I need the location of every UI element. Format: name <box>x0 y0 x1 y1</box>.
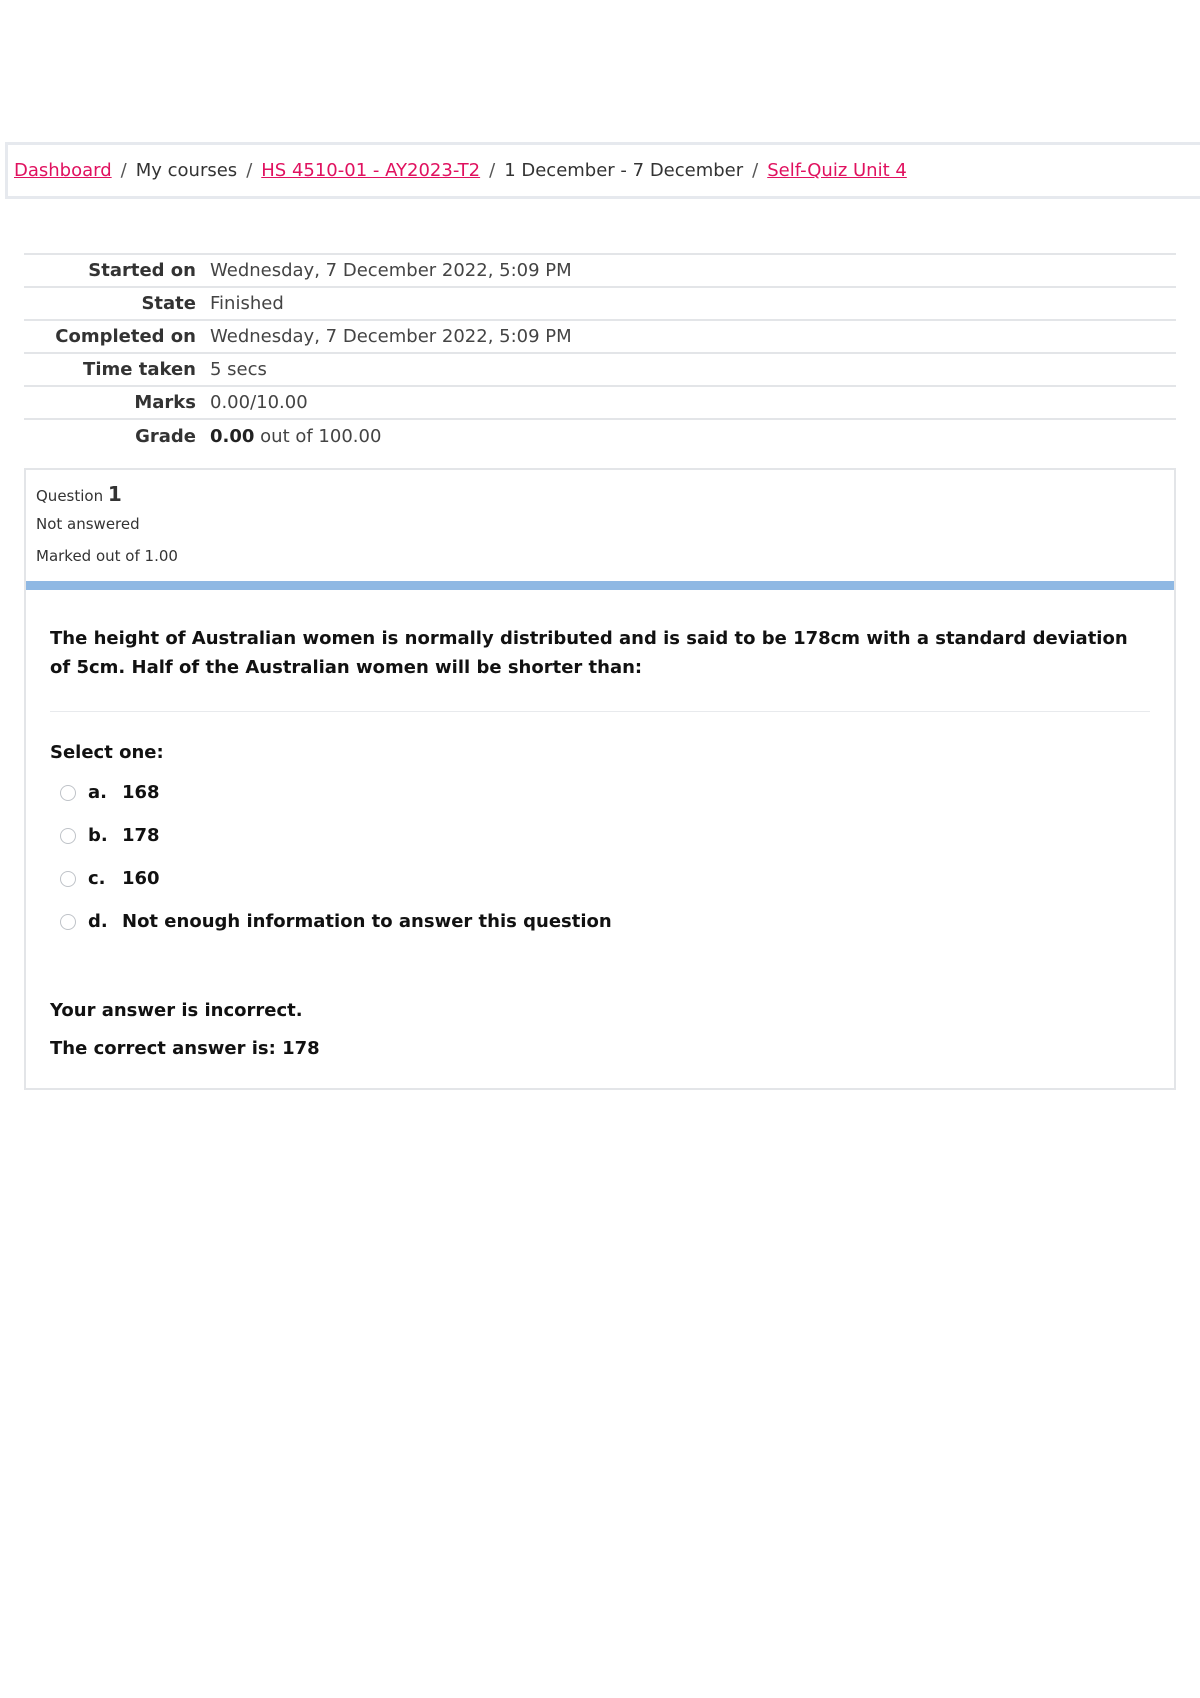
summary-label: Marks <box>134 392 196 413</box>
summary-row-grade <box>24 419 1176 452</box>
question-text: The height of Australian women is normally distributed and is said to be 178cm with a standard deviation of 5cm. Half of the Australian women will be shorter than: <box>50 628 1128 678</box>
question-state: Not answered <box>36 515 140 533</box>
radio-button[interactable] <box>60 785 76 801</box>
option-letter: d. <box>88 911 108 932</box>
breadcrumb-week: 1 December - 7 December <box>504 160 744 181</box>
answer-option-b[interactable] <box>50 814 1150 857</box>
summary-row-state <box>24 287 1176 320</box>
attempt-summary-table <box>24 253 1176 452</box>
correct-answer-text: The correct answer is: 178 <box>50 1038 320 1059</box>
breadcrumb-separator: / <box>120 160 127 181</box>
summary-value: Wednesday, 7 December 2022, 5:09 PM <box>210 260 572 281</box>
breadcrumb-course-link[interactable]: HS 4510-01 - AY2023-T2 <box>261 160 481 181</box>
breadcrumb-my-courses: My courses <box>135 160 238 181</box>
option-text: Not enough information to answer this question <box>122 911 612 932</box>
summary-label: Completed on <box>55 326 196 347</box>
summary-value: Finished <box>210 293 284 314</box>
question-number-value: 1 <box>107 482 122 506</box>
summary-label: Time taken <box>83 359 196 380</box>
summary-value <box>210 419 1176 452</box>
summary-row-completed <box>24 320 1176 353</box>
option-text: 178 <box>122 825 160 846</box>
breadcrumb-quiz-link[interactable]: Self-Quiz Unit 4 <box>767 160 907 181</box>
breadcrumb-separator: / <box>752 160 759 181</box>
question-grade: Marked out of 1.00 <box>36 547 178 565</box>
summary-value: 0.00/10.00 <box>210 392 308 413</box>
breadcrumb-separator: / <box>489 160 496 181</box>
summary-label: Grade <box>135 425 196 447</box>
summary-row-time <box>24 353 1176 386</box>
breadcrumb-separator: / <box>246 160 253 181</box>
answer-option-c[interactable] <box>50 857 1150 900</box>
option-text: 160 <box>122 868 160 889</box>
option-text: 168 <box>122 782 160 803</box>
radio-button[interactable] <box>60 828 76 844</box>
question-formulation <box>26 581 1174 981</box>
answer-option-a[interactable] <box>50 771 1150 814</box>
summary-value: 5 secs <box>210 359 267 380</box>
summary-row-marks <box>24 386 1176 419</box>
radio-button[interactable] <box>60 871 76 887</box>
option-letter: b. <box>88 825 108 846</box>
question-card <box>24 468 1176 1090</box>
answer-prompt: Select one: <box>50 742 164 763</box>
option-letter: a. <box>88 782 107 803</box>
summary-label: State <box>141 293 196 314</box>
grade-score: 0.00 <box>210 425 255 447</box>
feedback-text: Your answer is incorrect. <box>50 1000 303 1021</box>
breadcrumb <box>5 142 1200 199</box>
question-prefix: Question <box>36 487 104 505</box>
breadcrumb-dashboard-link[interactable]: Dashboard <box>14 160 112 181</box>
divider <box>50 711 1150 712</box>
summary-row-started <box>24 254 1176 287</box>
radio-button[interactable] <box>60 914 76 930</box>
summary-label: Started on <box>88 260 196 281</box>
question-number <box>36 482 1164 506</box>
answer-option-d[interactable] <box>50 900 1150 943</box>
option-letter: c. <box>88 868 106 889</box>
question-info <box>26 470 1174 565</box>
summary-value: Wednesday, 7 December 2022, 5:09 PM <box>210 326 572 347</box>
grade-out-of: out of 100.00 <box>260 425 382 447</box>
question-feedback <box>50 1000 320 1076</box>
